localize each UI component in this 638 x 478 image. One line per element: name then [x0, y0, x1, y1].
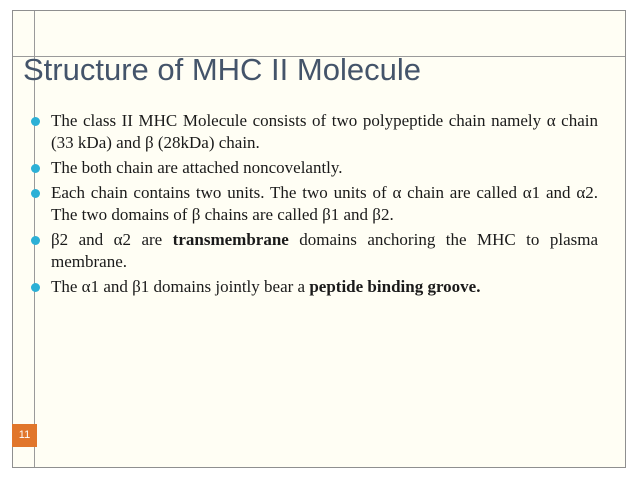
bullet-item: [28, 182, 598, 226]
bullet-list: [28, 110, 598, 301]
bullet-icon: [31, 117, 40, 126]
bullet-item: [28, 229, 598, 273]
bullet-item: [28, 110, 598, 154]
bullet-icon: [31, 283, 40, 292]
bullet-text: β2 and α2 are: [51, 230, 173, 249]
bullet-icon: [31, 189, 40, 198]
bullet-item: [28, 276, 598, 298]
bold-term: peptide binding groove.: [309, 277, 481, 296]
bullet-icon: [31, 236, 40, 245]
bullet-text: Each chain contains two units. The two units of α chain are called α1 and α2. The two domains of β chains are called β1 and β2.: [51, 183, 598, 224]
page-number-badge: 11: [12, 424, 37, 447]
page-title: Structure of MHC II Molecule: [23, 52, 421, 87]
bullet-item: [28, 157, 598, 179]
bullet-text: The both chain are attached noncovelantly.: [51, 158, 343, 177]
bullet-text: The α1 and β1 domains jointly bear a: [51, 277, 310, 296]
bullet-text: The class II MHC Molecule consists of two polypeptide chain namely α chain (33 kDa) and β (28kDa) chain.: [51, 111, 598, 152]
bullet-text: domains anchoring the MHC to plasma membrane.: [51, 230, 598, 271]
bold-term: transmembrane: [172, 230, 289, 249]
bullet-icon: [31, 164, 40, 173]
